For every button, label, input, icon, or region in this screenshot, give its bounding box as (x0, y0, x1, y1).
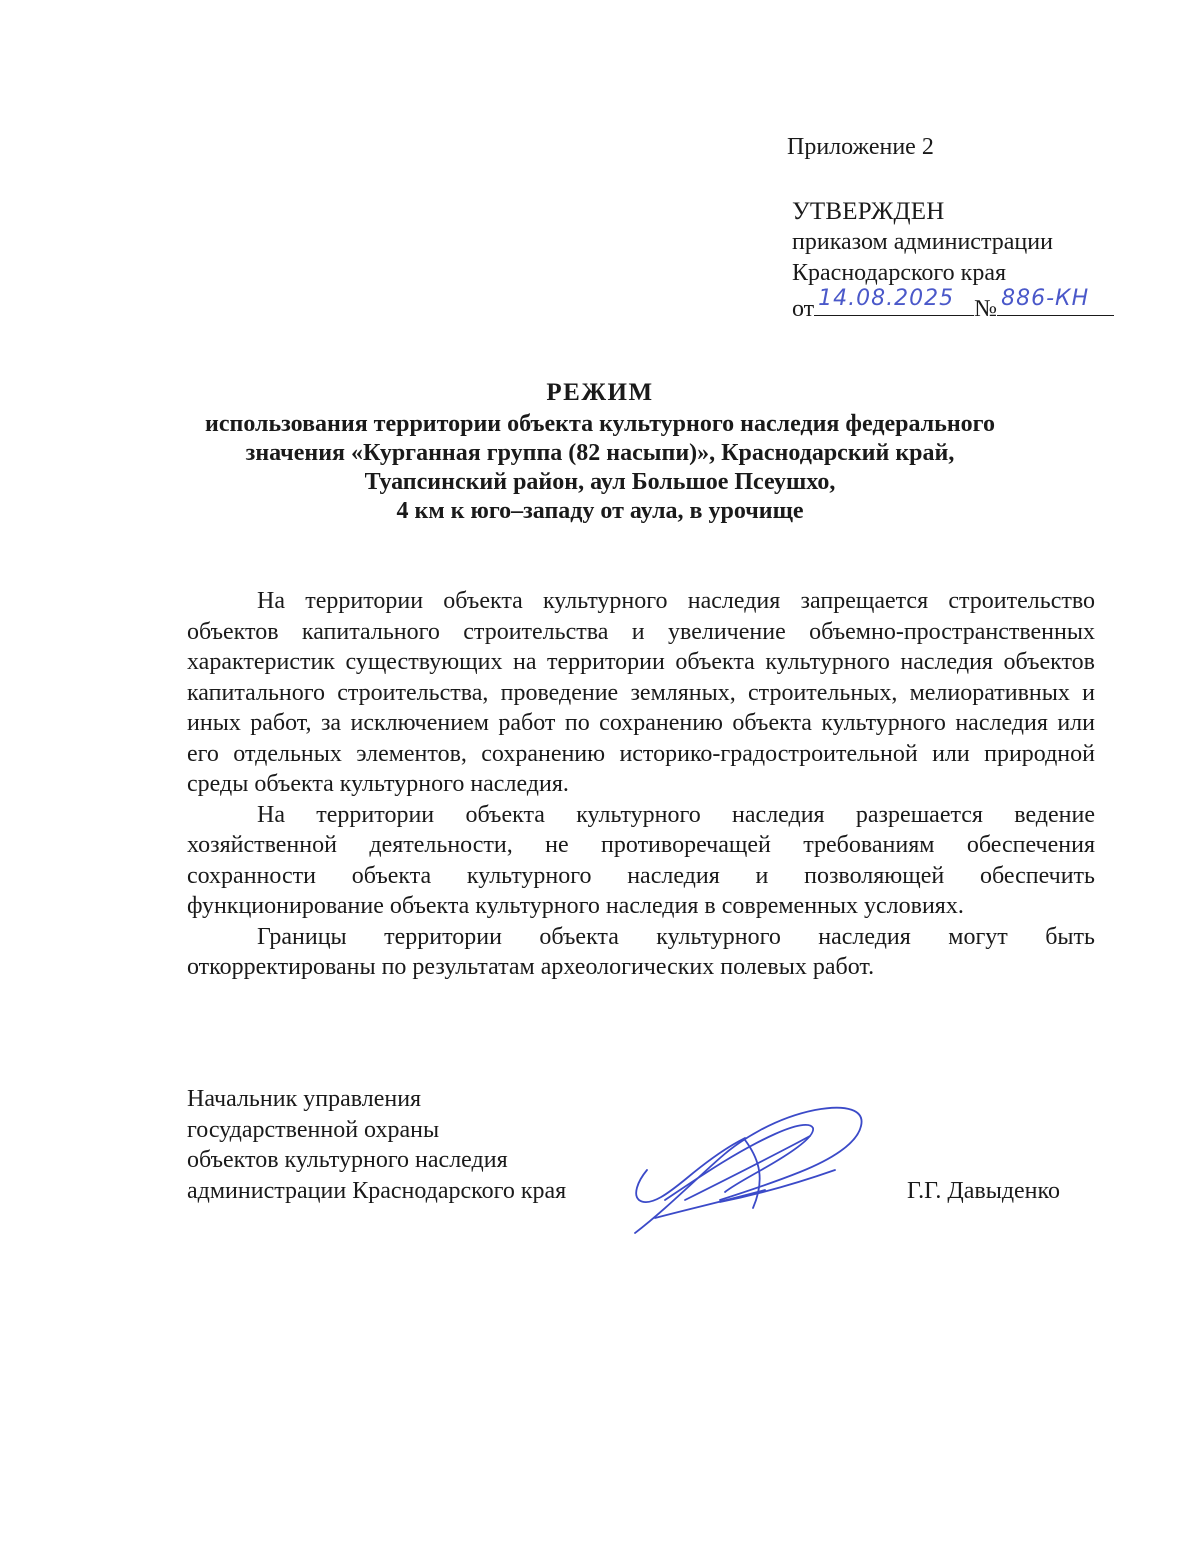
approval-block (792, 196, 1114, 325)
signer-line-3: объектов культурного наследия (187, 1147, 508, 1173)
signer-line-4: администрации Краснодарского края (187, 1177, 567, 1204)
title-main: РЕЖИМ (546, 379, 654, 406)
signer-line-1: Начальник управления (187, 1086, 422, 1112)
approval-line-1: приказом администрации (792, 229, 1053, 255)
title-line-1: использования территории объекта культурного наследия федерального (205, 411, 995, 437)
handwritten-signature (625, 1100, 875, 1240)
order-date-field (814, 286, 974, 316)
order-reference (792, 286, 1114, 325)
signer-title-block (187, 1084, 566, 1206)
order-date: 14.08.2025 (818, 286, 955, 311)
order-number-field (997, 286, 1114, 316)
title-line-4: 4 км к юго–западу от аула, в урочище (396, 498, 804, 524)
order-from-label: от (792, 296, 815, 322)
document-title (150, 378, 1050, 526)
order-number: 886-КН (1001, 286, 1090, 311)
approval-line-2: Краснодарского края (792, 260, 1007, 286)
paragraph-prohibitions: На территории объекта культурного наследия запрещается строительство объектов капитального строительства и увеличение объемно-пространственных характеристик существующих на территории объекта культурного наследия объектов капитального строительства, проведение земляных, строительных, мелиоративных и иных работ, за исключением работ по сохранению объекта культурного наследия или его отдельных элементов, сохранению историко-градостроительной или природной среды объекта культурного наследия. (187, 588, 1095, 797)
paragraph-boundaries: Границы территории объекта культурного наследия могут быть откорректированы по результатам археологических полевых работ. (187, 923, 1095, 980)
order-number-label: № (974, 296, 998, 322)
appendix-label: Приложение 2 (787, 134, 934, 160)
title-line-2: значения «Курганная группа (82 насыпи)», Краснодарский край, (245, 440, 955, 466)
document-body (187, 586, 1095, 983)
paragraph-permissions: На территории объекта культурного наследия разрешается ведение хозяйственной деятельности, не противоречащей требованиям обеспечения сохранности объекта культурного наследия и позволяющей обеспечить функционирование объекта культурного наследия в современных условиях. (187, 801, 1095, 919)
signer-name: Г.Г. Давыденко (907, 1178, 1060, 1204)
signer-line-2: государственной охраны (187, 1116, 440, 1143)
approval-stamp: УТВЕРЖДЕН (792, 198, 945, 225)
title-line-3: Туапсинский район, аул Большое Псеушхо, (364, 469, 836, 495)
